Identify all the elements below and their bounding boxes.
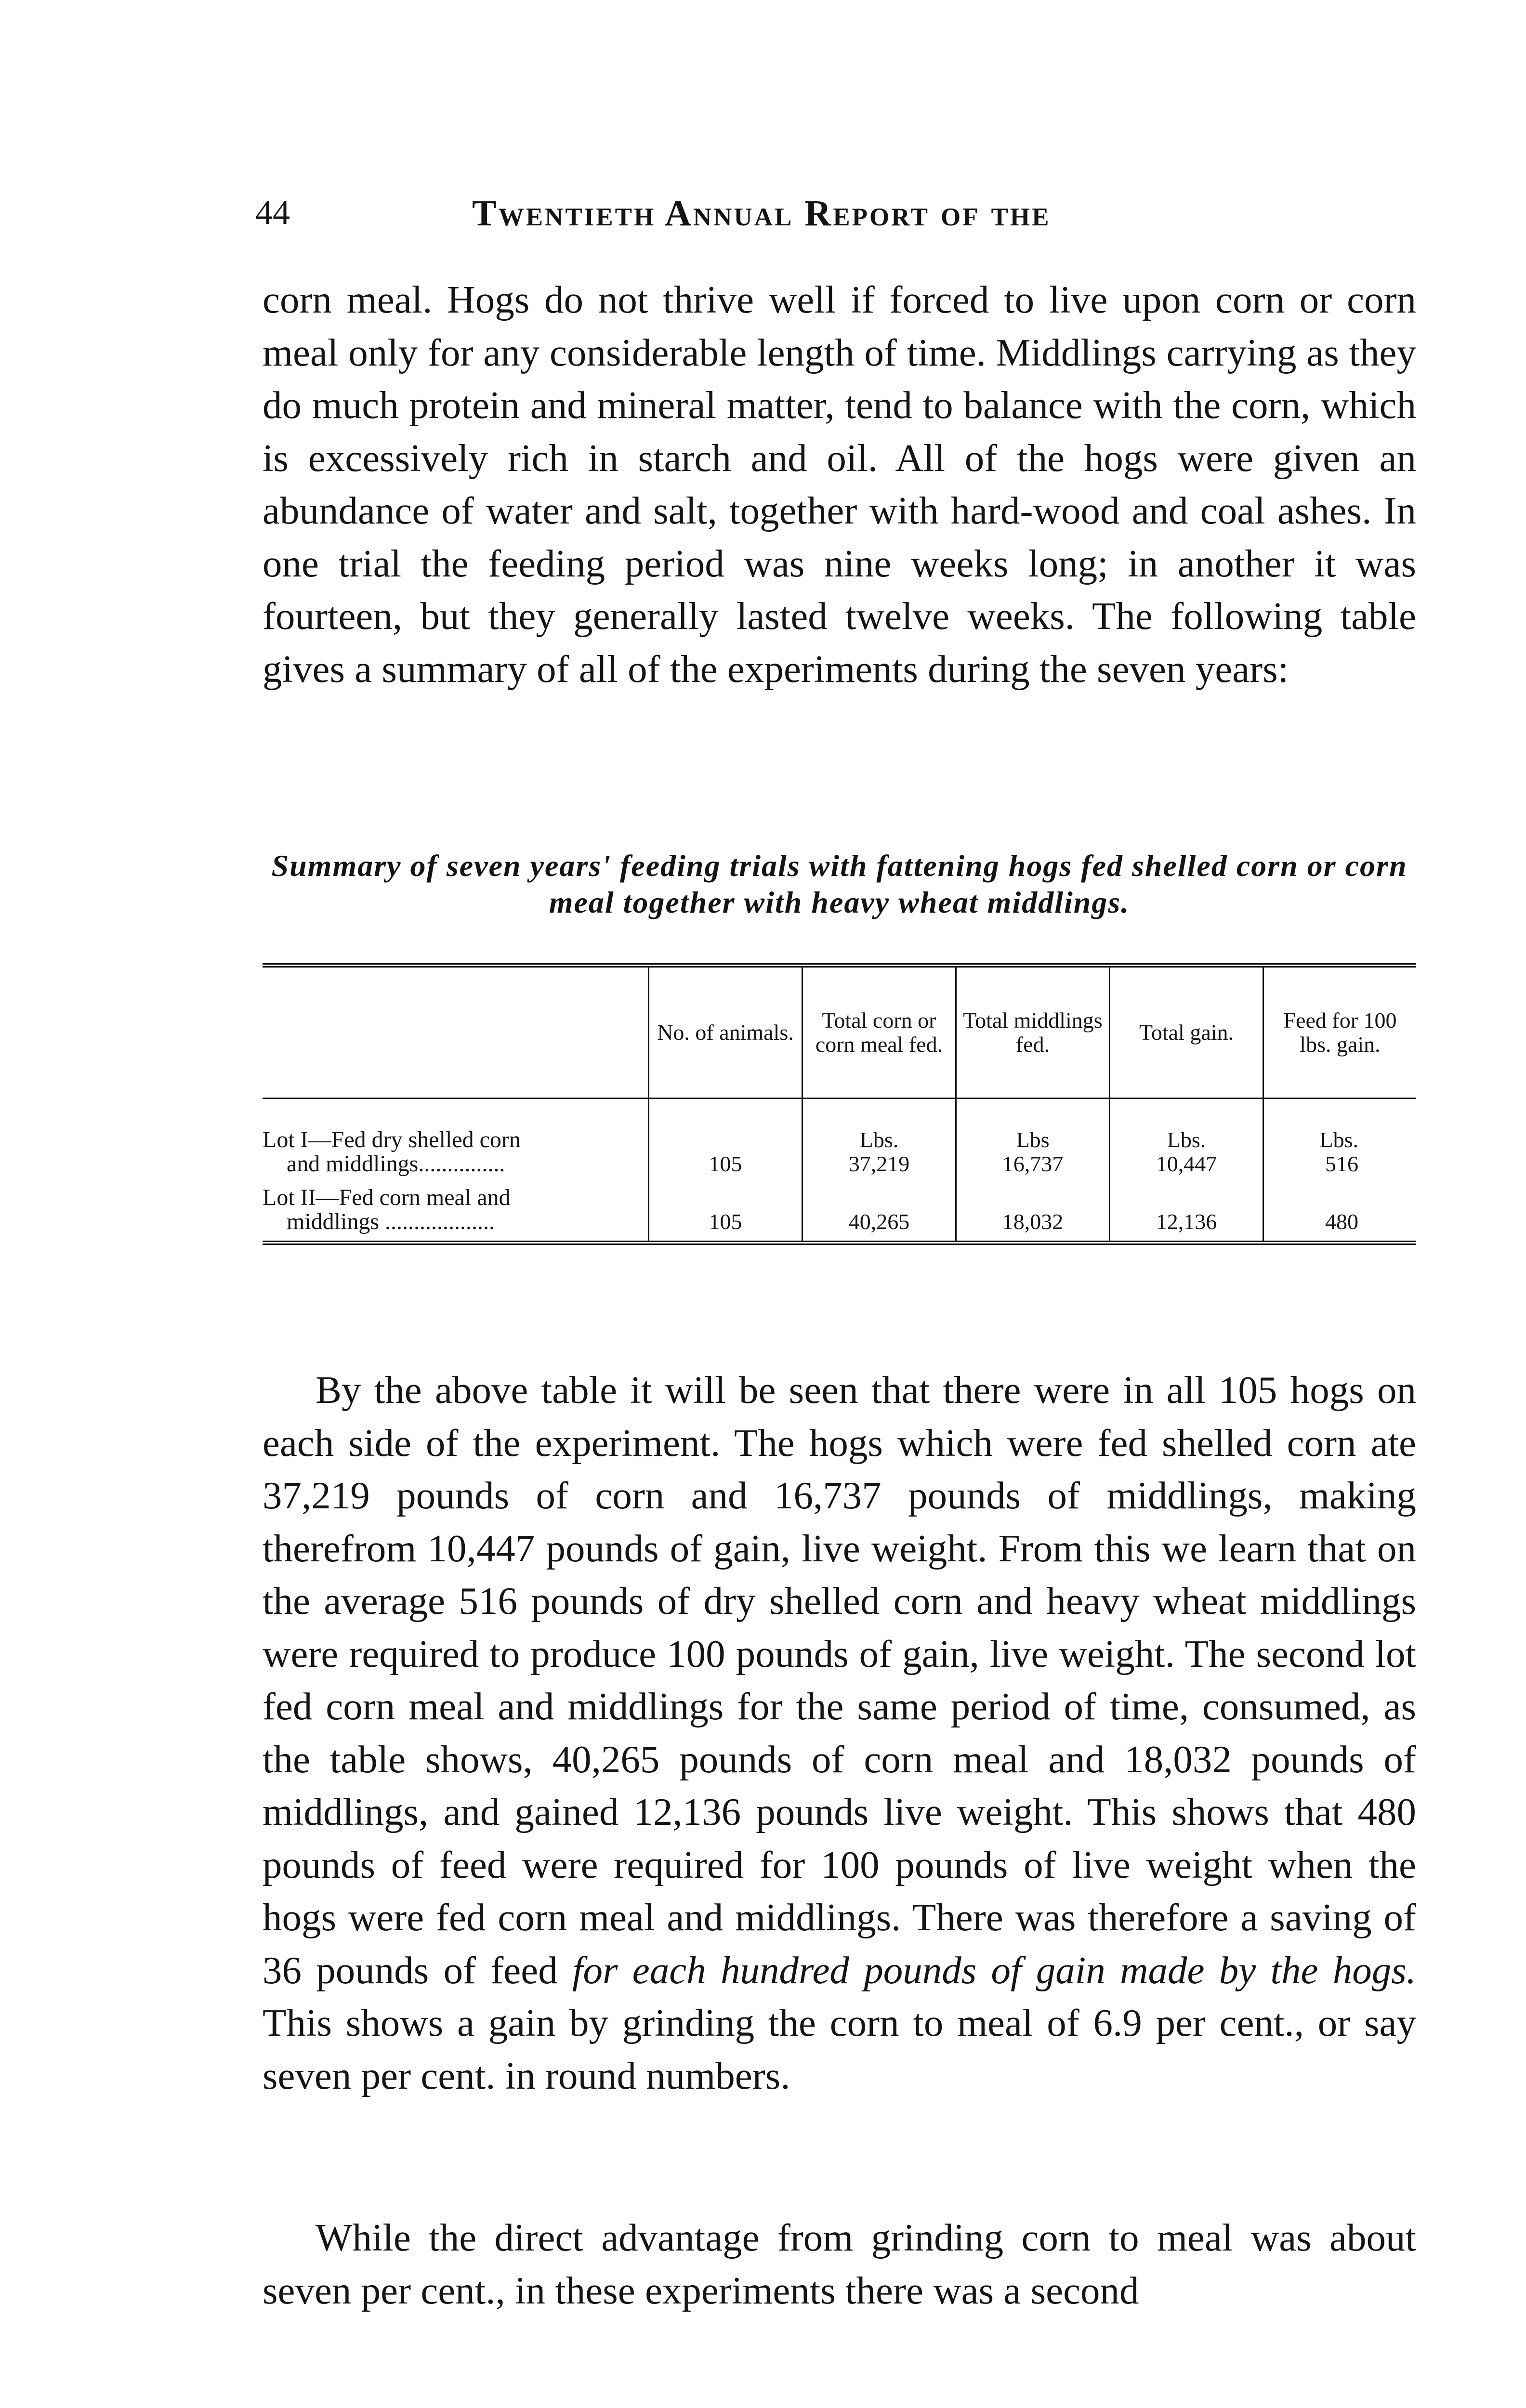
middlings-value: 16,737 — [1002, 1152, 1064, 1176]
header-animals: No. of animals. — [649, 966, 802, 1099]
corn-value: 40,265 — [848, 1209, 910, 1234]
feed-unit: Lbs. — [1319, 1127, 1358, 1152]
corn-unit: Lbs. — [859, 1127, 899, 1152]
cell-feed — [1263, 1099, 1417, 1183]
paragraph-2-part-1: By the above table it will be seen that there were in all 105 hogs on each side of the experiment. The hogs which were fed shelled corn ate 37,219 pounds of corn and 16,737 pounds of middlings, making therefrom 10,447 pounds of gain, live weight. From this we learn that on the average 516 pounds of dry shelled corn and heavy wheat middlings were required to produce 100 pounds of gain, live weight. The second lot fed corn meal and middlings for the same period of time, consumed, as the table shows, 40,265 pounds of corn meal and 18,032 pounds of middlings, and gained 12,136 pounds live weight. This shows that 480 pounds of feed were required for 100 pounds of live weight when the hogs were fed corn meal and middlings. There was therefore a saving of 36 pounds of feed — [263, 1368, 1416, 1992]
table-row — [263, 1183, 1416, 1243]
header-gain: Total gain. — [1110, 966, 1263, 1099]
header-lot — [263, 966, 649, 1099]
table-caption: Summary of seven years' feeding trials with fattening hogs fed shelled corn or corn meal together with heavy wheat middlings. — [271, 849, 1408, 919]
paragraph-2-italic: for each hundred pounds of gain made by the hogs. — [572, 1948, 1416, 1992]
gain-value: 12,136 — [1156, 1209, 1217, 1234]
corn-value: 37,219 — [848, 1152, 910, 1176]
cell-middlings — [956, 1183, 1110, 1243]
middlings-unit: Lbs — [1016, 1127, 1050, 1152]
paragraph-1: corn meal. Hogs do not thrive well if forced to live upon corn or corn meal only for any considerable length of time. Middlings carrying as they do much protein and mineral matter, tend to balance with the corn, which is excessively rich in starch and oil. All of the hogs were given an abundance of water and salt, together with hard-wood and coal ashes. In one trial the feeding period was nine weeks long; in another it was fourteen, but they generally lasted twelve weeks. The following table gives a summary of all of the experiments during the seven years: — [263, 278, 1416, 691]
cell-animals — [649, 1183, 802, 1243]
header-middlings: Total middlings fed. — [956, 966, 1110, 1099]
cell-feed — [1263, 1183, 1417, 1243]
cell-animals — [649, 1099, 802, 1183]
cell-corn — [802, 1099, 956, 1183]
gain-value: 10,447 — [1156, 1152, 1217, 1176]
feed-value: 480 — [1325, 1209, 1358, 1234]
header-corn: Total corn or corn meal fed. — [802, 966, 956, 1099]
row-label — [263, 1099, 649, 1183]
page-header — [255, 193, 1440, 250]
header-feed: Feed for 100 lbs. gain. — [1263, 966, 1417, 1099]
cell-middlings — [956, 1099, 1110, 1183]
cell-gain — [1110, 1183, 1263, 1243]
row-label-line2: and middlings............... — [287, 1151, 505, 1177]
row-label-line2: middlings ................... — [287, 1209, 495, 1234]
table-row — [263, 1099, 1416, 1183]
paragraph-2-part-2: This shows a gain by grinding the corn to meal of 6.9 per cent., or say seven per cent. in round numbers. — [263, 2001, 1416, 2097]
row-label — [263, 1183, 649, 1243]
paragraph-2 — [263, 1364, 1416, 2102]
paragraph-3: While the direct advantage from grinding corn to meal was about seven per cent., in these experiments there was a second — [263, 2216, 1416, 2312]
feed-value: 516 — [1325, 1152, 1358, 1176]
summary-table — [263, 963, 1416, 1245]
row-label-line1: Lot I—Fed dry shelled corn — [263, 1127, 521, 1152]
row-label-line1: Lot II—Fed corn meal and — [263, 1185, 511, 1210]
table-header-row — [263, 966, 1416, 1099]
gain-unit: Lbs. — [1167, 1127, 1206, 1152]
animals-value: 105 — [709, 1152, 742, 1176]
running-head: Twentieth Annual Report of the — [472, 193, 1051, 234]
cell-corn — [802, 1183, 956, 1243]
page-number: 44 — [255, 193, 290, 232]
cell-gain — [1110, 1099, 1263, 1183]
animals-value: 105 — [709, 1209, 742, 1234]
middlings-value: 18,032 — [1002, 1209, 1064, 1234]
